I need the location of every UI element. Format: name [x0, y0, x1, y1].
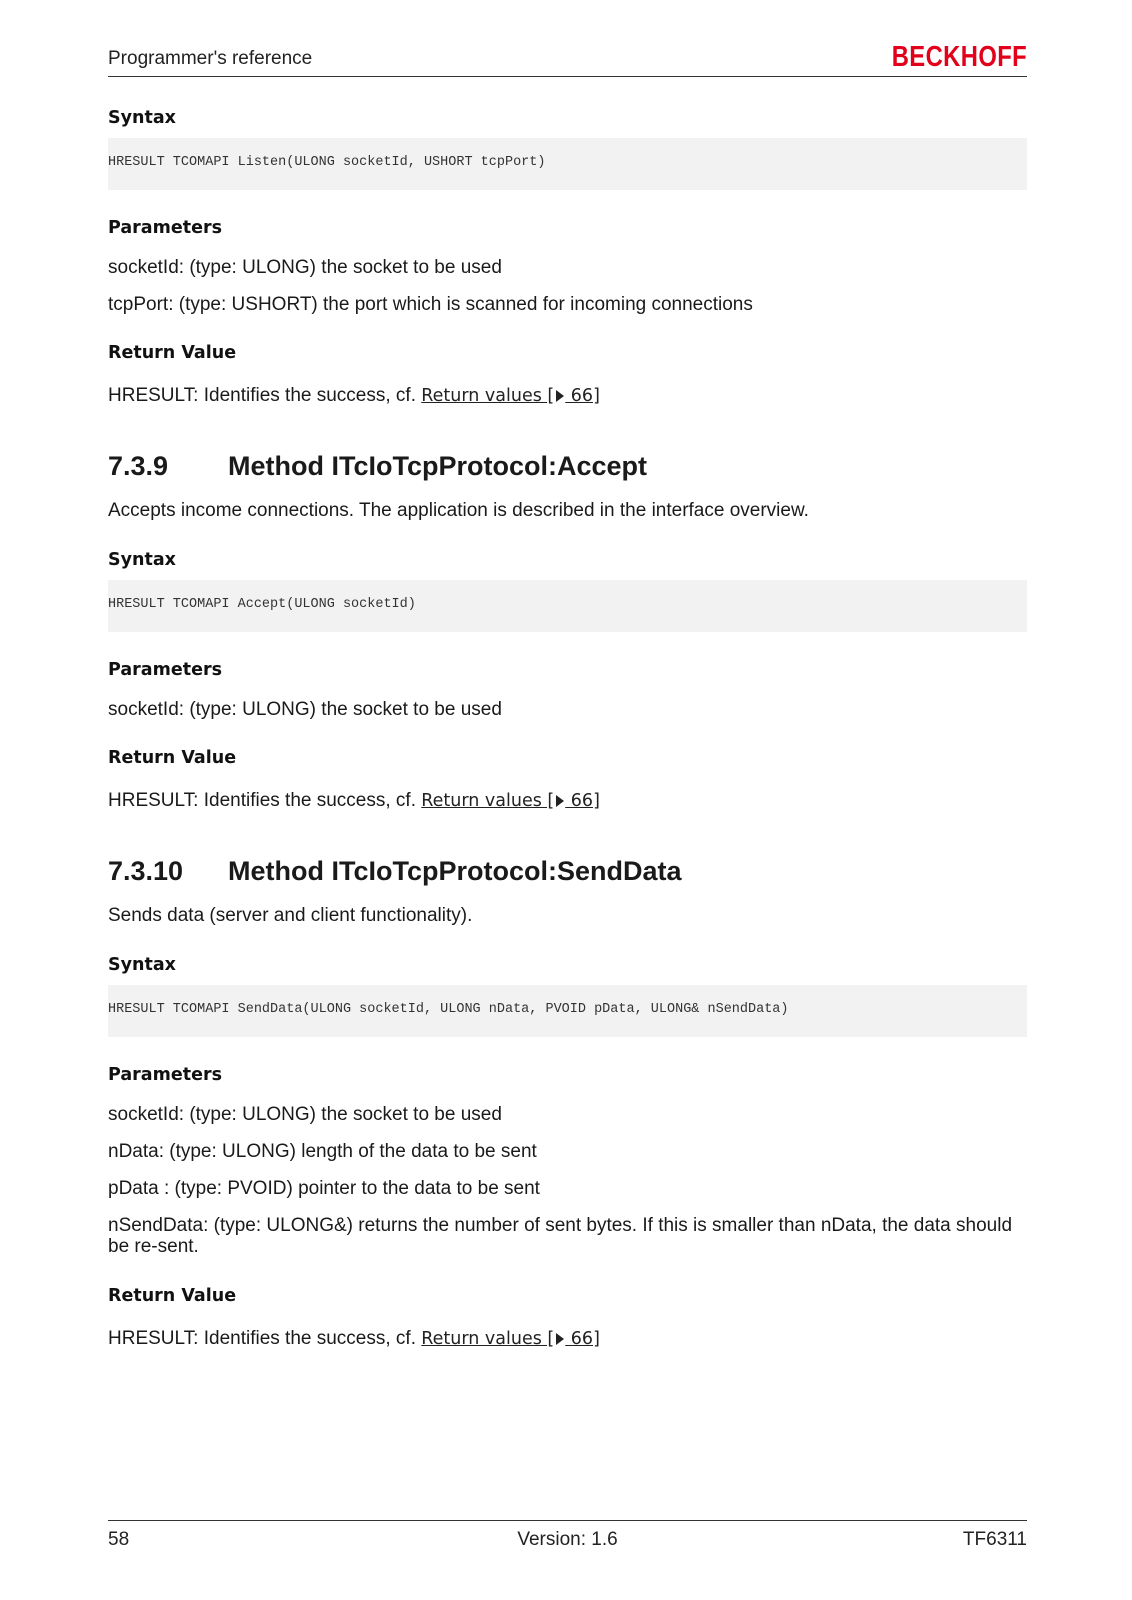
section-description: Accepts income connections. The application is described in the interface overview. — [108, 500, 809, 521]
return-description: HRESULT: Identifies the success, cf. — [108, 790, 416, 811]
return-value-label: Return Value — [108, 748, 237, 768]
code-block-listen — [108, 138, 1027, 190]
link-page: 66] — [565, 1329, 600, 1349]
return-value-text — [108, 1328, 1027, 1350]
page-footer — [108, 1520, 1027, 1561]
page-header — [108, 41, 1027, 77]
return-value-label: Return Value — [108, 1286, 237, 1306]
beckhoff-logo: BECKHOFF — [891, 41, 1027, 73]
link-label: Return values [ — [421, 386, 555, 406]
return-values-link[interactable] — [421, 1329, 600, 1349]
parameters-label: Parameters — [108, 660, 222, 680]
page-ref-arrow-icon — [556, 795, 564, 807]
link-page: 66] — [565, 791, 600, 811]
parameter-item: nData: (type: ULONG) length of the data to be sent — [108, 1141, 537, 1162]
return-value-label: Return Value — [108, 343, 237, 363]
parameters-label: Parameters — [108, 218, 222, 238]
section-heading-senddata — [108, 856, 682, 887]
return-description: HRESULT: Identifies the success, cf. — [108, 385, 416, 406]
page-number: 58 — [108, 1529, 130, 1550]
parameters-label: Parameters — [108, 1065, 222, 1085]
document-version: Version: 1.6 — [517, 1529, 618, 1550]
code-block-accept — [108, 580, 1027, 632]
return-value-text — [108, 385, 1027, 407]
syntax-label: Syntax — [108, 550, 176, 570]
code-text: HRESULT TCOMAPI SendData(ULONG socketId, ULONG nData, PVOID pData, ULONG& nSendData) — [108, 1002, 789, 1017]
return-value-text — [108, 790, 1027, 812]
parameter-item: socketId: (type: ULONG) the socket to be used — [108, 257, 502, 278]
code-text: HRESULT TCOMAPI Accept(ULONG socketId) — [108, 597, 416, 612]
section-title: Method ITcIoTcpProtocol:SendData — [228, 856, 682, 886]
section-number: 7.3.10 — [108, 856, 184, 886]
parameter-item: pData : (type: PVOID) pointer to the data to be sent — [108, 1178, 540, 1199]
section-heading-accept — [108, 451, 647, 482]
section-title: Method ITcIoTcpProtocol:Accept — [228, 451, 648, 481]
link-label: Return values [ — [421, 1329, 555, 1349]
section-description: Sends data (server and client functionality). — [108, 905, 473, 926]
parameter-item: socketId: (type: ULONG) the socket to be used — [108, 1104, 502, 1125]
code-block-senddata — [108, 985, 1027, 1037]
link-label: Return values [ — [421, 791, 555, 811]
parameter-item: nSendData: (type: ULONG&) returns the number of sent bytes. If this is smaller than nData, the data should be re-sent. — [108, 1215, 1013, 1257]
product-code: TF6311 — [962, 1529, 1027, 1550]
header-title: Programmer's reference — [108, 48, 313, 69]
syntax-label: Syntax — [108, 108, 176, 128]
code-text: HRESULT TCOMAPI Listen(ULONG socketId, USHORT tcpPort) — [108, 155, 546, 170]
page-ref-arrow-icon — [556, 390, 564, 402]
return-values-link[interactable] — [421, 791, 600, 811]
link-page: 66] — [565, 386, 600, 406]
page-ref-arrow-icon — [556, 1333, 564, 1345]
return-values-link[interactable] — [421, 386, 600, 406]
parameter-item: tcpPort: (type: USHORT) the port which is scanned for incoming connections — [108, 294, 753, 315]
section-number: 7.3.9 — [108, 451, 169, 481]
syntax-label: Syntax — [108, 955, 176, 975]
return-description: HRESULT: Identifies the success, cf. — [108, 1328, 416, 1349]
parameter-item: socketId: (type: ULONG) the socket to be used — [108, 699, 502, 720]
